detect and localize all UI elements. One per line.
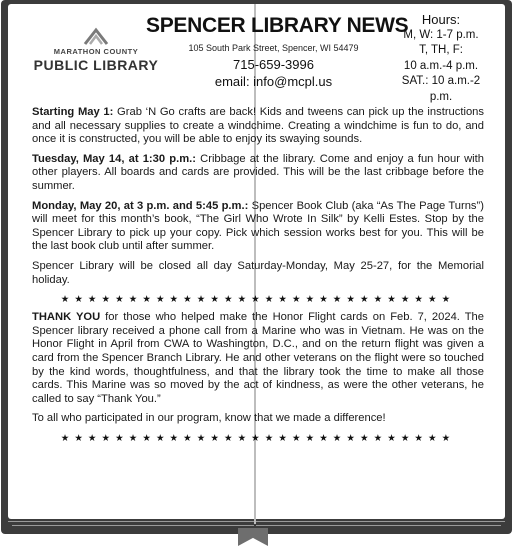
bookmark-ribbon (238, 528, 268, 546)
hours-line: SAT.: 10 a.m.-2 p.m. (401, 75, 481, 103)
logo-line-library: PUBLIC LIBRARY (33, 57, 159, 73)
library-logo-mark-icon (81, 26, 111, 46)
hours-box (396, 12, 486, 105)
thank-you-paragraph (32, 311, 484, 406)
hours-line: M, W: 1-7 p.m. (403, 28, 479, 41)
hours-line: 10 a.m.-4 p.m. (403, 59, 479, 72)
masthead (146, 14, 409, 89)
closure-text: Spencer Library will be closed all day Saturday-Monday, May 25-27, for the Memorial holiday. (32, 259, 484, 286)
hours-title: Hours: (421, 12, 461, 27)
page-edge-line (256, 521, 505, 522)
event-lead: Monday, May 20, at 3 p.m. and 5:45 p.m.: (32, 199, 249, 212)
closure-notice (32, 260, 484, 287)
event-text: Cribbage at the library. Come and enjoy a fun hour with other players. All boards and cards are provided. This will be the last cribbage before the summer. (32, 152, 484, 192)
closing-line: To all who participated in our program, know that we made a difference! (32, 412, 386, 425)
thank-you-text: for those who helped make the Honor Flight cards on Feb. 7, 2024. The Spencer library received a phone call from a Marine who was in Vietnam. He was on the Honor Flight in April from CWA to Washington, D.C., and on the return flight was given a card from the Spencer Branch Library. He and other veterans on the flight were so touched by the kind words, thoughtfulness, and that the library took the time to make all those cards. This Marine was so moved by the act of kindness, as were the other veterans, he called to say “Thank You.” (32, 311, 484, 405)
library-phone: 715-659-3996 (233, 57, 314, 72)
library-address: 105 South Park Street, Spencer, WI 54479 (188, 43, 359, 53)
thank-you-lead: THANK YOU (32, 311, 101, 324)
library-logo (32, 26, 160, 73)
event-paragraph (32, 106, 484, 147)
event-text: Grab ‘N Go crafts are back! Kids and tweens can pick up the instructions and all necessary supplies to create a windchime. Creating a windchime is fun to do, and once it is constructed, you will be able to enjoy its swaying sounds. (32, 106, 484, 146)
page-edge-line (8, 521, 254, 522)
star-divider: ★★★★★★★★★★★★★★★★★★★★★★★★★★★★★ (60, 293, 456, 305)
newsletter-body (32, 106, 484, 444)
newsletter-title: SPENCER LIBRARY NEWS (146, 14, 409, 37)
newsletter-content (32, 6, 484, 514)
event-paragraph (32, 153, 484, 194)
header (32, 6, 484, 106)
logo-line-county: MARATHON COUNTY (53, 47, 139, 56)
event-lead: Starting May 1: (32, 106, 114, 118)
library-email: email: info@mcpl.us (214, 74, 333, 89)
event-paragraph (32, 200, 484, 254)
hours-line: T, TH, F: (419, 44, 463, 56)
star-divider: ★★★★★★★★★★★★★★★★★★★★★★★★★★★★★ (60, 431, 456, 443)
page-edge-line (256, 525, 501, 526)
page-edge-line (12, 525, 254, 526)
event-lead: Tuesday, May 14, at 1:30 p.m.: (32, 152, 196, 165)
event-text: Spencer Book Club (aka “As The Page Turns”) will meet for this month’s book, “The Girl Who Wrote In Silk” by Kelli Estes. Stop by the Spencer Library to pick up your copy. Pick which session works best for you. This will be the last book club until after summer. (32, 199, 484, 253)
